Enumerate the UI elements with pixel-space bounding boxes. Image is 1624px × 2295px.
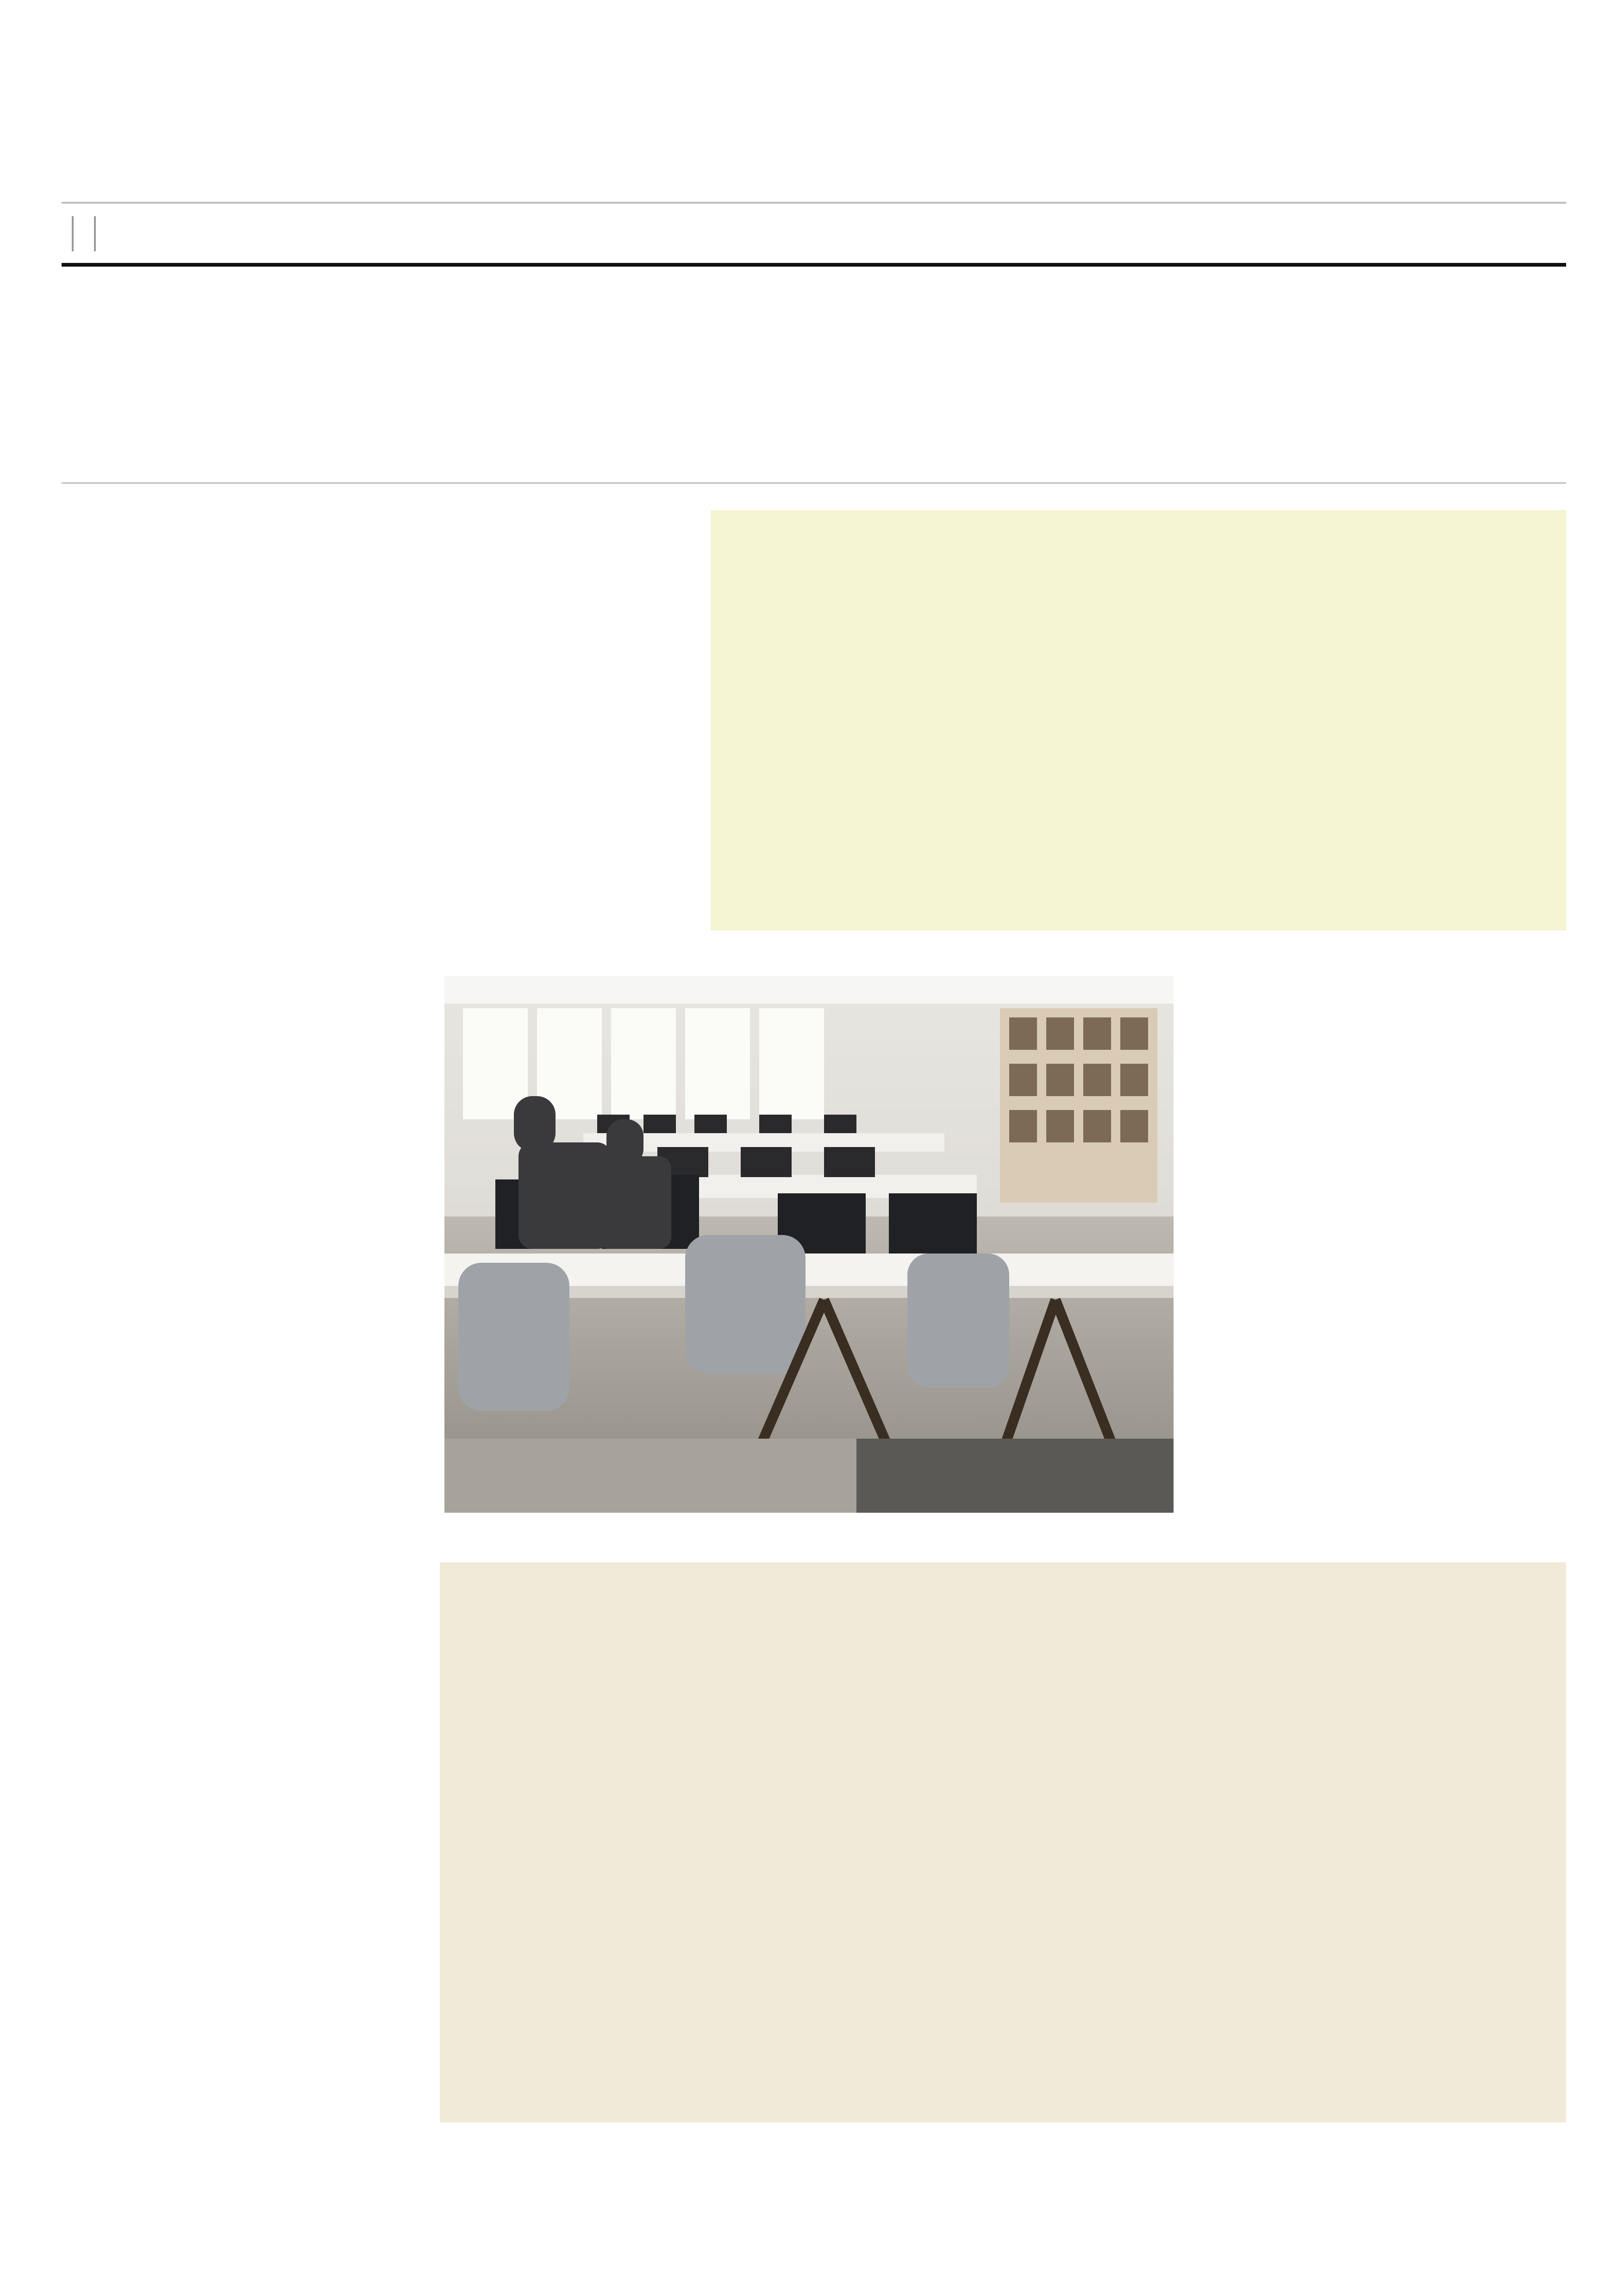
unemployment-chart <box>711 510 1566 930</box>
page-header <box>62 208 113 259</box>
sidebar-box <box>440 1562 1566 2122</box>
header-divider <box>94 216 96 251</box>
article-column-1 <box>62 554 410 557</box>
header-rule-top <box>62 202 1566 204</box>
header-divider <box>72 216 74 251</box>
office-illustration <box>444 976 1174 1513</box>
header-rule-bottom <box>62 263 1566 267</box>
headline-rule <box>62 482 1566 484</box>
office-photo <box>444 976 1174 1513</box>
